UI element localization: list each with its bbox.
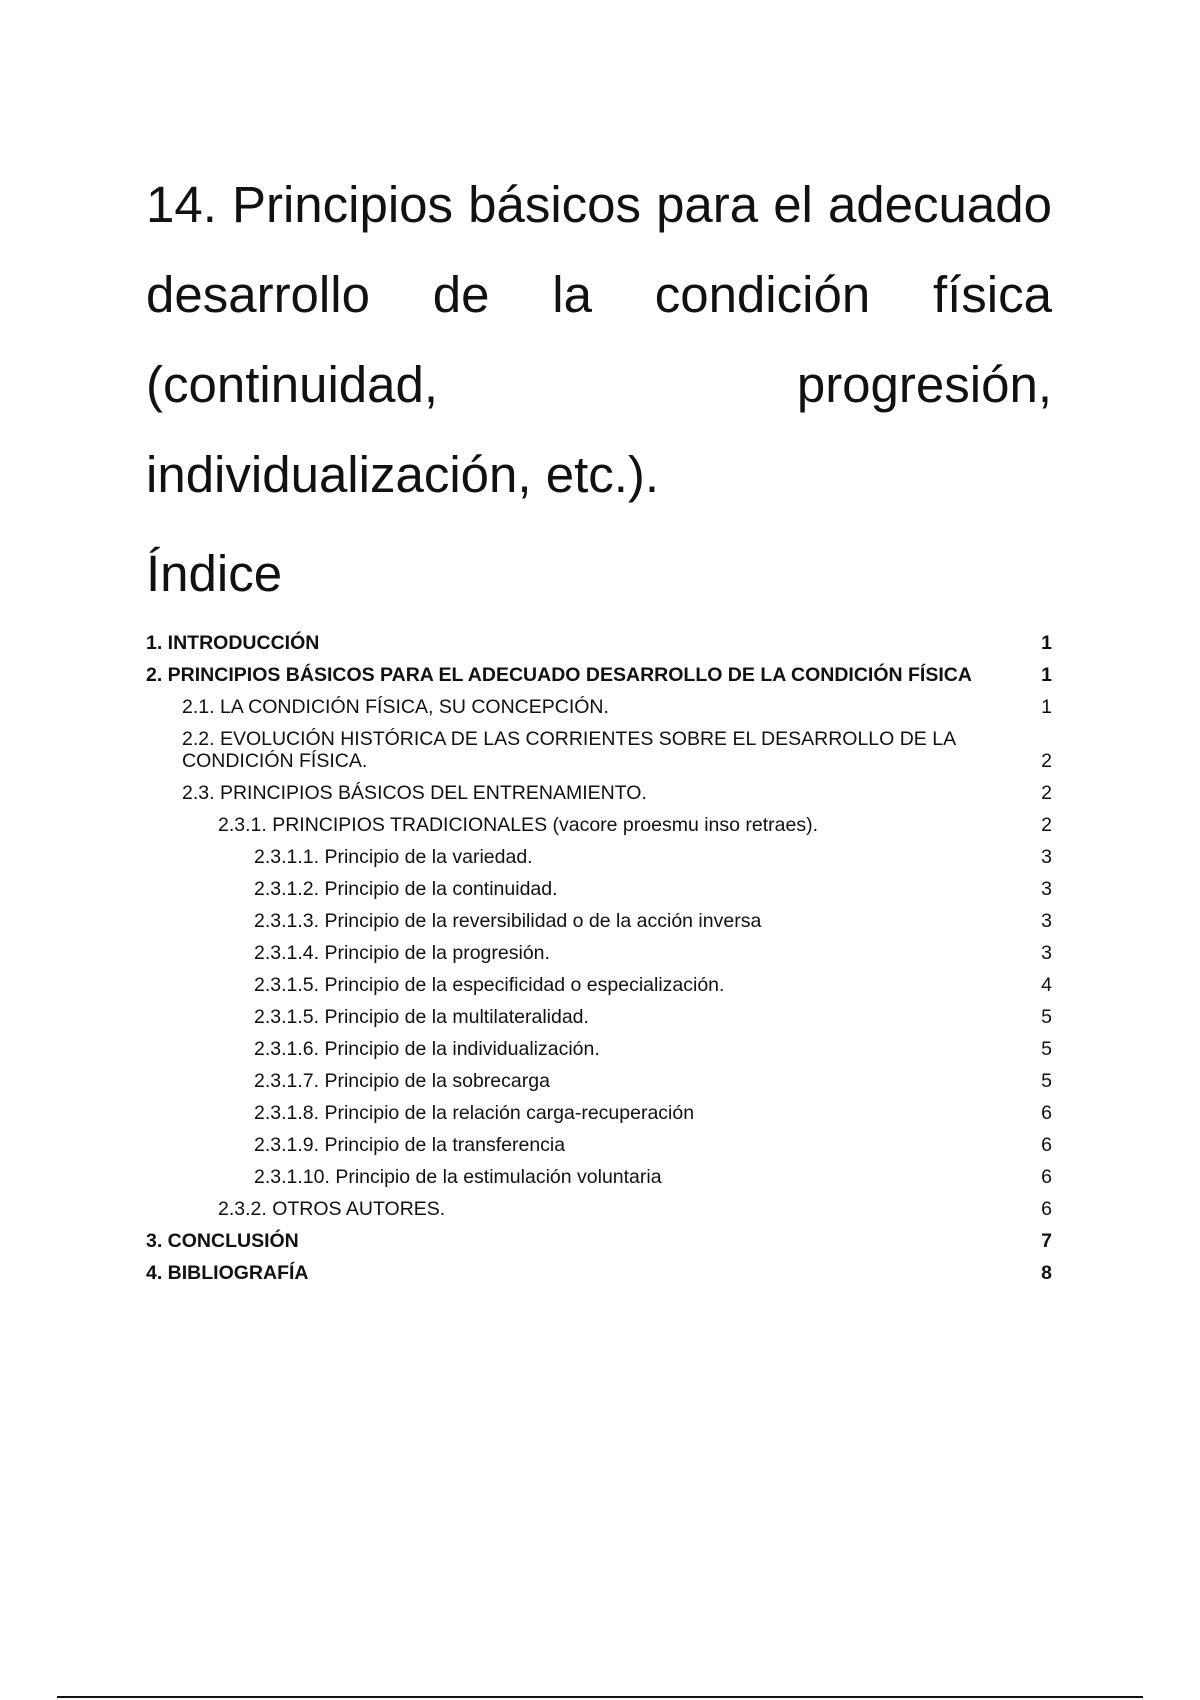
- table-of-contents: [146, 632, 1052, 1284]
- document-page: [146, 160, 1052, 1294]
- toc-entry-page: 3: [1041, 910, 1052, 932]
- toc-entry[interactable]: [146, 1070, 1052, 1092]
- toc-entry-page: 7: [1041, 1230, 1052, 1252]
- toc-entry[interactable]: [146, 974, 1052, 996]
- toc-entry-page: 1: [1041, 632, 1052, 654]
- toc-entry-title: 2.1. LA CONDICIÓN FÍSICA, SU CONCEPCIÓN.: [182, 696, 609, 718]
- toc-entry-page: 8: [1041, 1262, 1052, 1284]
- toc-entry[interactable]: [146, 1134, 1052, 1156]
- toc-entry[interactable]: [146, 1038, 1052, 1060]
- toc-entry-title: 2. PRINCIPIOS BÁSICOS PARA EL ADECUADO DESARROLLO DE LA CONDICIÓN FÍSICA: [146, 664, 972, 686]
- toc-entry-title: 2.3. PRINCIPIOS BÁSICOS DEL ENTRENAMIENTO.: [182, 782, 647, 804]
- toc-entry-page: 2: [1041, 750, 1052, 772]
- toc-entry[interactable]: [146, 664, 1052, 686]
- toc-entry[interactable]: [146, 696, 1052, 718]
- toc-entry[interactable]: [146, 782, 1052, 804]
- toc-entry[interactable]: [146, 1102, 1052, 1124]
- toc-entry-page: 3: [1041, 878, 1052, 900]
- toc-entry-page: 3: [1041, 942, 1052, 964]
- toc-entry[interactable]: [146, 1166, 1052, 1188]
- toc-entry-title: 2.3.1.5. Principio de la multilateralidad.: [254, 1006, 589, 1028]
- footer-rule: [57, 1696, 1143, 1698]
- toc-entry[interactable]: [146, 910, 1052, 932]
- toc-entry-page: 1: [1041, 664, 1052, 686]
- toc-entry-page: 6: [1041, 1134, 1052, 1156]
- toc-entry-page: 6: [1041, 1166, 1052, 1188]
- toc-entry[interactable]: [146, 942, 1052, 964]
- toc-entry-page: 5: [1041, 1038, 1052, 1060]
- toc-entry-title: 2.3.1.1. Principio de la variedad.: [254, 846, 533, 868]
- toc-entry-title: 3. CONCLUSIÓN: [146, 1230, 299, 1252]
- toc-entry-page: 5: [1041, 1070, 1052, 1092]
- toc-entry[interactable]: [146, 846, 1052, 868]
- toc-entry[interactable]: [146, 1262, 1052, 1284]
- toc-entry-page: 2: [1041, 782, 1052, 804]
- toc-entry-title: 2.3.1.4. Principio de la progresión.: [254, 942, 550, 964]
- toc-entry-title: 2.3.1. PRINCIPIOS TRADICIONALES (vacore proesmu inso retraes).: [218, 814, 819, 836]
- toc-entry-title: 2.3.1.5. Principio de la especificidad o especialización.: [254, 974, 725, 996]
- toc-entry[interactable]: [146, 1006, 1052, 1028]
- toc-entry-title: 2.3.1.6. Principio de la individualización.: [254, 1038, 600, 1060]
- toc-entry-title: 2.3.1.10. Principio de la estimulación voluntaria: [254, 1166, 662, 1188]
- toc-entry[interactable]: [146, 814, 1052, 836]
- toc-entry[interactable]: [146, 632, 1052, 654]
- toc-entry-title: 2.2. EVOLUCIÓN HISTÓRICA DE LAS CORRIENTES SOBRE EL DESARROLLO DE LA CONDICIÓN FÍSICA.: [182, 728, 956, 772]
- toc-entry-title: 2.3.1.2. Principio de la continuidad.: [254, 878, 558, 900]
- toc-entry-title: 2.3.1.8. Principio de la relación carga-recuperación: [254, 1102, 695, 1124]
- toc-entry[interactable]: [146, 728, 1052, 772]
- toc-entry-page: 6: [1041, 1198, 1052, 1220]
- toc-entry-title: 4. BIBLIOGRAFÍA: [146, 1262, 309, 1284]
- toc-entry-title: 2.3.2. OTROS AUTORES.: [218, 1198, 446, 1220]
- toc-entry-title: 2.3.1.3. Principio de la reversibilidad o de la acción inversa: [254, 910, 762, 932]
- toc-entry-page: 3: [1041, 846, 1052, 868]
- toc-entry-page: 2: [1041, 814, 1052, 836]
- toc-entry-title: 2.3.1.9. Principio de la transferencia: [254, 1134, 566, 1156]
- toc-entry-page: 4: [1041, 974, 1052, 996]
- toc-entry-page: 5: [1041, 1006, 1052, 1028]
- toc-entry[interactable]: [146, 1198, 1052, 1220]
- document-title: 14. Principios básicos para el adecuado desarrollo de la condición física (continuidad, progresión, individualización, etc.).: [146, 176, 1052, 503]
- toc-entry-title: 1. INTRODUCCIÓN: [146, 632, 320, 654]
- toc-entry-page: 1: [1041, 696, 1052, 718]
- toc-entry[interactable]: [146, 878, 1052, 900]
- toc-entry-page: 6: [1041, 1102, 1052, 1124]
- toc-entry-title: 2.3.1.7. Principio de la sobrecarga: [254, 1070, 550, 1092]
- index-heading: Índice: [146, 545, 283, 602]
- toc-entry[interactable]: [146, 1230, 1052, 1252]
